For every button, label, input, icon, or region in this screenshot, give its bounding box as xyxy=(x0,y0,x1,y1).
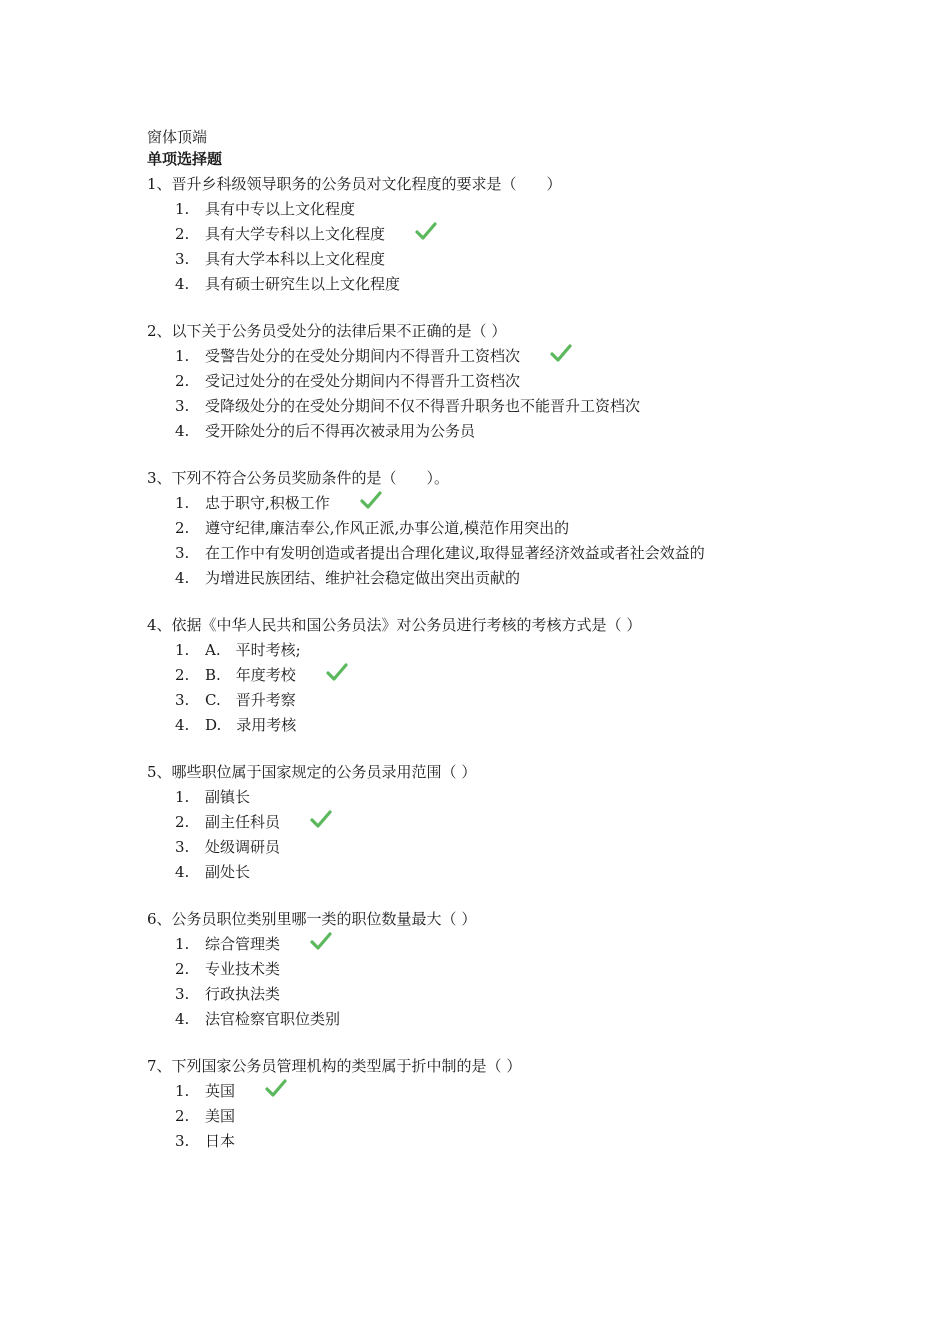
question-7 xyxy=(147,1054,907,1154)
option-text: B. 年度考校 xyxy=(205,666,296,684)
option-text: 处级调研员 xyxy=(205,838,281,856)
option-item xyxy=(175,419,907,444)
option-text: 综合管理类 xyxy=(205,935,281,953)
option-number: 3. xyxy=(175,250,190,268)
option-text: 忠于职守,积极工作 xyxy=(205,494,330,512)
option-text: 具有大学专科以上文化程度 xyxy=(205,225,386,243)
question-1 xyxy=(147,172,907,297)
option-number: 1. xyxy=(175,935,190,953)
option-item xyxy=(175,1129,907,1154)
question-text: 1、晋升乡科级领导职务的公务员对文化程度的要求是（ ） xyxy=(147,175,562,193)
option-number: 4. xyxy=(175,422,190,440)
option-text: 在工作中有发明创造或者提出合理化建议,取得显著经济效益或者社会效益的 xyxy=(205,544,705,562)
option-number: 4. xyxy=(175,275,190,293)
option-text: C. 晋升考察 xyxy=(205,691,296,709)
option-item xyxy=(175,860,907,885)
option-item xyxy=(175,957,907,982)
option-number: 1. xyxy=(175,1082,190,1100)
option-text: 受开除处分的后不得再次被录用为公务员 xyxy=(205,422,476,440)
option-item xyxy=(175,344,907,369)
option-number: 2. xyxy=(175,372,190,390)
option-list xyxy=(147,344,907,444)
option-list xyxy=(147,638,907,738)
option-item xyxy=(175,1079,907,1104)
check-icon xyxy=(310,809,332,829)
option-text: 专业技术类 xyxy=(205,960,281,978)
option-text: 日本 xyxy=(205,1132,236,1150)
option-list xyxy=(147,197,907,297)
question-text: 2、以下关于公务员受处分的法律后果不正确的是（ ） xyxy=(147,322,507,340)
option-number: 3. xyxy=(175,1132,190,1150)
option-text: D. 录用考核 xyxy=(205,716,297,734)
option-item xyxy=(175,197,907,222)
question-text: 5、哪些职位属于国家规定的公务员录用范围（ ） xyxy=(147,763,477,781)
option-text: 受警告处分的在受处分期间内不得晋升工资档次 xyxy=(205,347,521,365)
option-text: 受降级处分的在受处分期间不仅不得晋升职务也不能晋升工资档次 xyxy=(205,397,641,415)
option-text: 副主任科员 xyxy=(205,813,281,831)
option-item xyxy=(175,638,907,663)
question-3 xyxy=(147,466,907,591)
option-item xyxy=(175,369,907,394)
option-item xyxy=(175,247,907,272)
option-number: 2. xyxy=(175,1107,190,1125)
check-icon xyxy=(265,1078,287,1098)
option-item xyxy=(175,1007,907,1032)
option-number: 3. xyxy=(175,985,190,1003)
question-text: 3、下列不符合公务员奖励条件的是（ ）。 xyxy=(147,469,450,487)
option-number: 2. xyxy=(175,519,190,537)
option-number: 4. xyxy=(175,1010,190,1028)
option-item xyxy=(175,272,907,297)
option-list xyxy=(147,785,907,885)
option-number: 3. xyxy=(175,397,190,415)
form-top-label: 窗体顶端 xyxy=(147,128,208,146)
option-number: 3. xyxy=(175,838,190,856)
option-number: 4. xyxy=(175,716,190,734)
check-icon xyxy=(310,931,332,951)
option-number: 4. xyxy=(175,569,190,587)
option-number: 3. xyxy=(175,691,190,709)
question-6 xyxy=(147,907,907,1032)
check-icon xyxy=(360,490,382,510)
option-number: 1. xyxy=(175,494,190,512)
option-number: 1. xyxy=(175,788,190,806)
option-text: 美国 xyxy=(205,1107,236,1125)
option-text: 英国 xyxy=(205,1082,236,1100)
option-number: 2. xyxy=(175,666,190,684)
question-2 xyxy=(147,319,907,444)
option-text: 遵守纪律,廉洁奉公,作风正派,办事公道,模范作用突出的 xyxy=(205,519,570,537)
option-text: 副镇长 xyxy=(205,788,251,806)
option-text: 具有大学本科以上文化程度 xyxy=(205,250,386,268)
option-number: 1. xyxy=(175,347,190,365)
option-item xyxy=(175,566,907,591)
option-item xyxy=(175,810,907,835)
option-number: 2. xyxy=(175,225,190,243)
option-item xyxy=(175,222,907,247)
option-number: 4. xyxy=(175,863,190,881)
option-text: A. 平时考核; xyxy=(205,641,301,659)
option-item xyxy=(175,394,907,419)
option-text: 行政执法类 xyxy=(205,985,281,1003)
section-title: 单项选择题 xyxy=(147,150,223,168)
check-icon xyxy=(415,221,437,241)
option-number: 3. xyxy=(175,544,190,562)
option-text: 受记过处分的在受处分期间内不得晋升工资档次 xyxy=(205,372,521,390)
option-text: 具有硕士研究生以上文化程度 xyxy=(205,275,401,293)
option-list xyxy=(147,491,907,591)
option-item xyxy=(175,541,907,566)
question-5 xyxy=(147,760,907,885)
question-text: 7、下列国家公务员管理机构的类型属于折中制的是（ ） xyxy=(147,1057,522,1075)
check-icon xyxy=(326,662,348,682)
question-list xyxy=(147,172,907,1154)
option-item xyxy=(175,982,907,1007)
option-number: 1. xyxy=(175,200,190,218)
check-icon xyxy=(550,343,572,363)
question-text: 6、公务员职位类别里哪一类的职位数量最大（ ） xyxy=(147,910,477,928)
option-text: 法官检察官职位类别 xyxy=(205,1010,341,1028)
option-item xyxy=(175,491,907,516)
option-item xyxy=(175,688,907,713)
option-item xyxy=(175,663,907,688)
option-item xyxy=(175,516,907,541)
option-number: 2. xyxy=(175,813,190,831)
option-item xyxy=(175,785,907,810)
option-item xyxy=(175,1104,907,1129)
option-item xyxy=(175,932,907,957)
document-page xyxy=(147,126,907,1176)
question-text: 4、依据《中华人民共和国公务员法》对公务员进行考核的考核方式是（ ） xyxy=(147,616,642,634)
option-number: 2. xyxy=(175,960,190,978)
option-item xyxy=(175,835,907,860)
question-4 xyxy=(147,613,907,738)
option-list xyxy=(147,932,907,1032)
option-text: 具有中专以上文化程度 xyxy=(205,200,356,218)
option-text: 副处长 xyxy=(205,863,251,881)
option-list xyxy=(147,1079,907,1154)
option-text: 为增进民族团结、维护社会稳定做出突出贡献的 xyxy=(205,569,521,587)
option-number: 1. xyxy=(175,641,190,659)
option-item xyxy=(175,713,907,738)
